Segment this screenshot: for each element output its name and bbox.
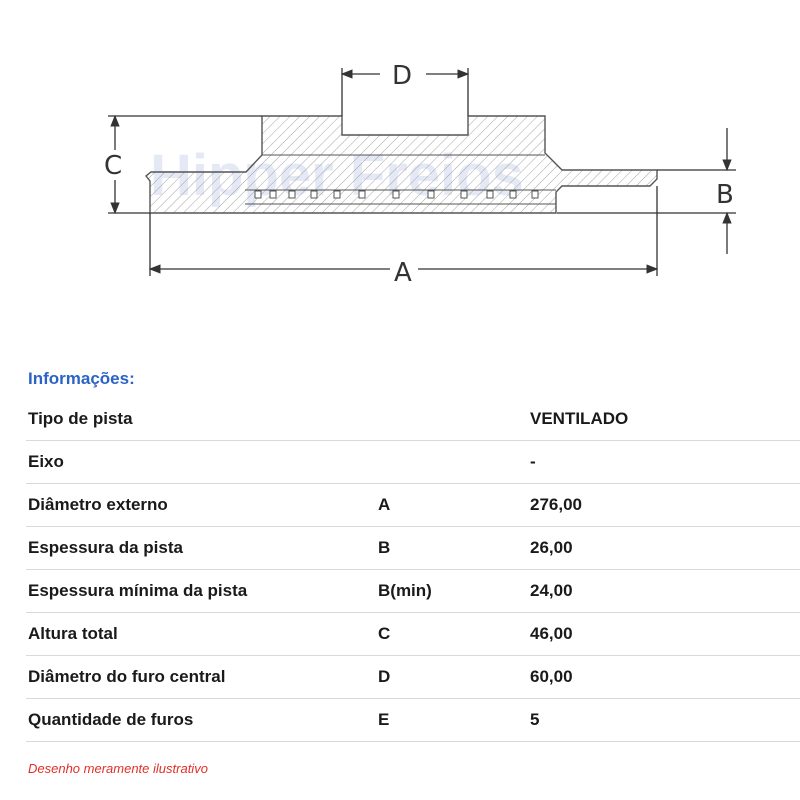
row-code: E [378, 699, 530, 742]
info-heading: Informações: [28, 369, 135, 388]
row-label: Espessura da pista [26, 527, 378, 570]
table-row [26, 570, 800, 613]
row-label: Espessura mínima da pista [26, 570, 378, 613]
row-code: B(min) [378, 570, 530, 613]
row-label: Tipo de pista [26, 398, 378, 441]
row-code [378, 398, 530, 441]
label-d: D [392, 61, 413, 91]
row-code: A [378, 484, 530, 527]
brake-disc-diagram [0, 0, 800, 330]
row-value: 276,00 [530, 484, 800, 527]
table-row [26, 441, 800, 484]
spec-table [26, 398, 800, 742]
disclaimer-text: Desenho meramente ilustrativo [28, 761, 208, 776]
row-code: B [378, 527, 530, 570]
table-row [26, 527, 800, 570]
table-row [26, 398, 800, 441]
row-code [378, 441, 530, 484]
row-value: 60,00 [530, 656, 800, 699]
label-a: A [394, 258, 412, 288]
row-code: D [378, 656, 530, 699]
dimension-b [557, 128, 736, 254]
row-label: Quantidade de furos [26, 699, 378, 742]
table-row [26, 613, 800, 656]
row-value: VENTILADO [530, 398, 800, 441]
row-code: C [378, 613, 530, 656]
row-label: Diâmetro do furo central [26, 656, 378, 699]
row-value: 24,00 [530, 570, 800, 613]
table-row [26, 484, 800, 527]
row-label: Eixo [26, 441, 378, 484]
row-label: Altura total [26, 613, 378, 656]
row-value: 26,00 [530, 527, 800, 570]
table-row [26, 656, 800, 699]
row-label: Diâmetro externo [26, 484, 378, 527]
label-c: C [104, 151, 123, 181]
table-row [26, 699, 800, 742]
row-value: 46,00 [530, 613, 800, 656]
row-value: - [530, 441, 800, 484]
label-b: B [716, 180, 734, 210]
row-value: 5 [530, 699, 800, 742]
